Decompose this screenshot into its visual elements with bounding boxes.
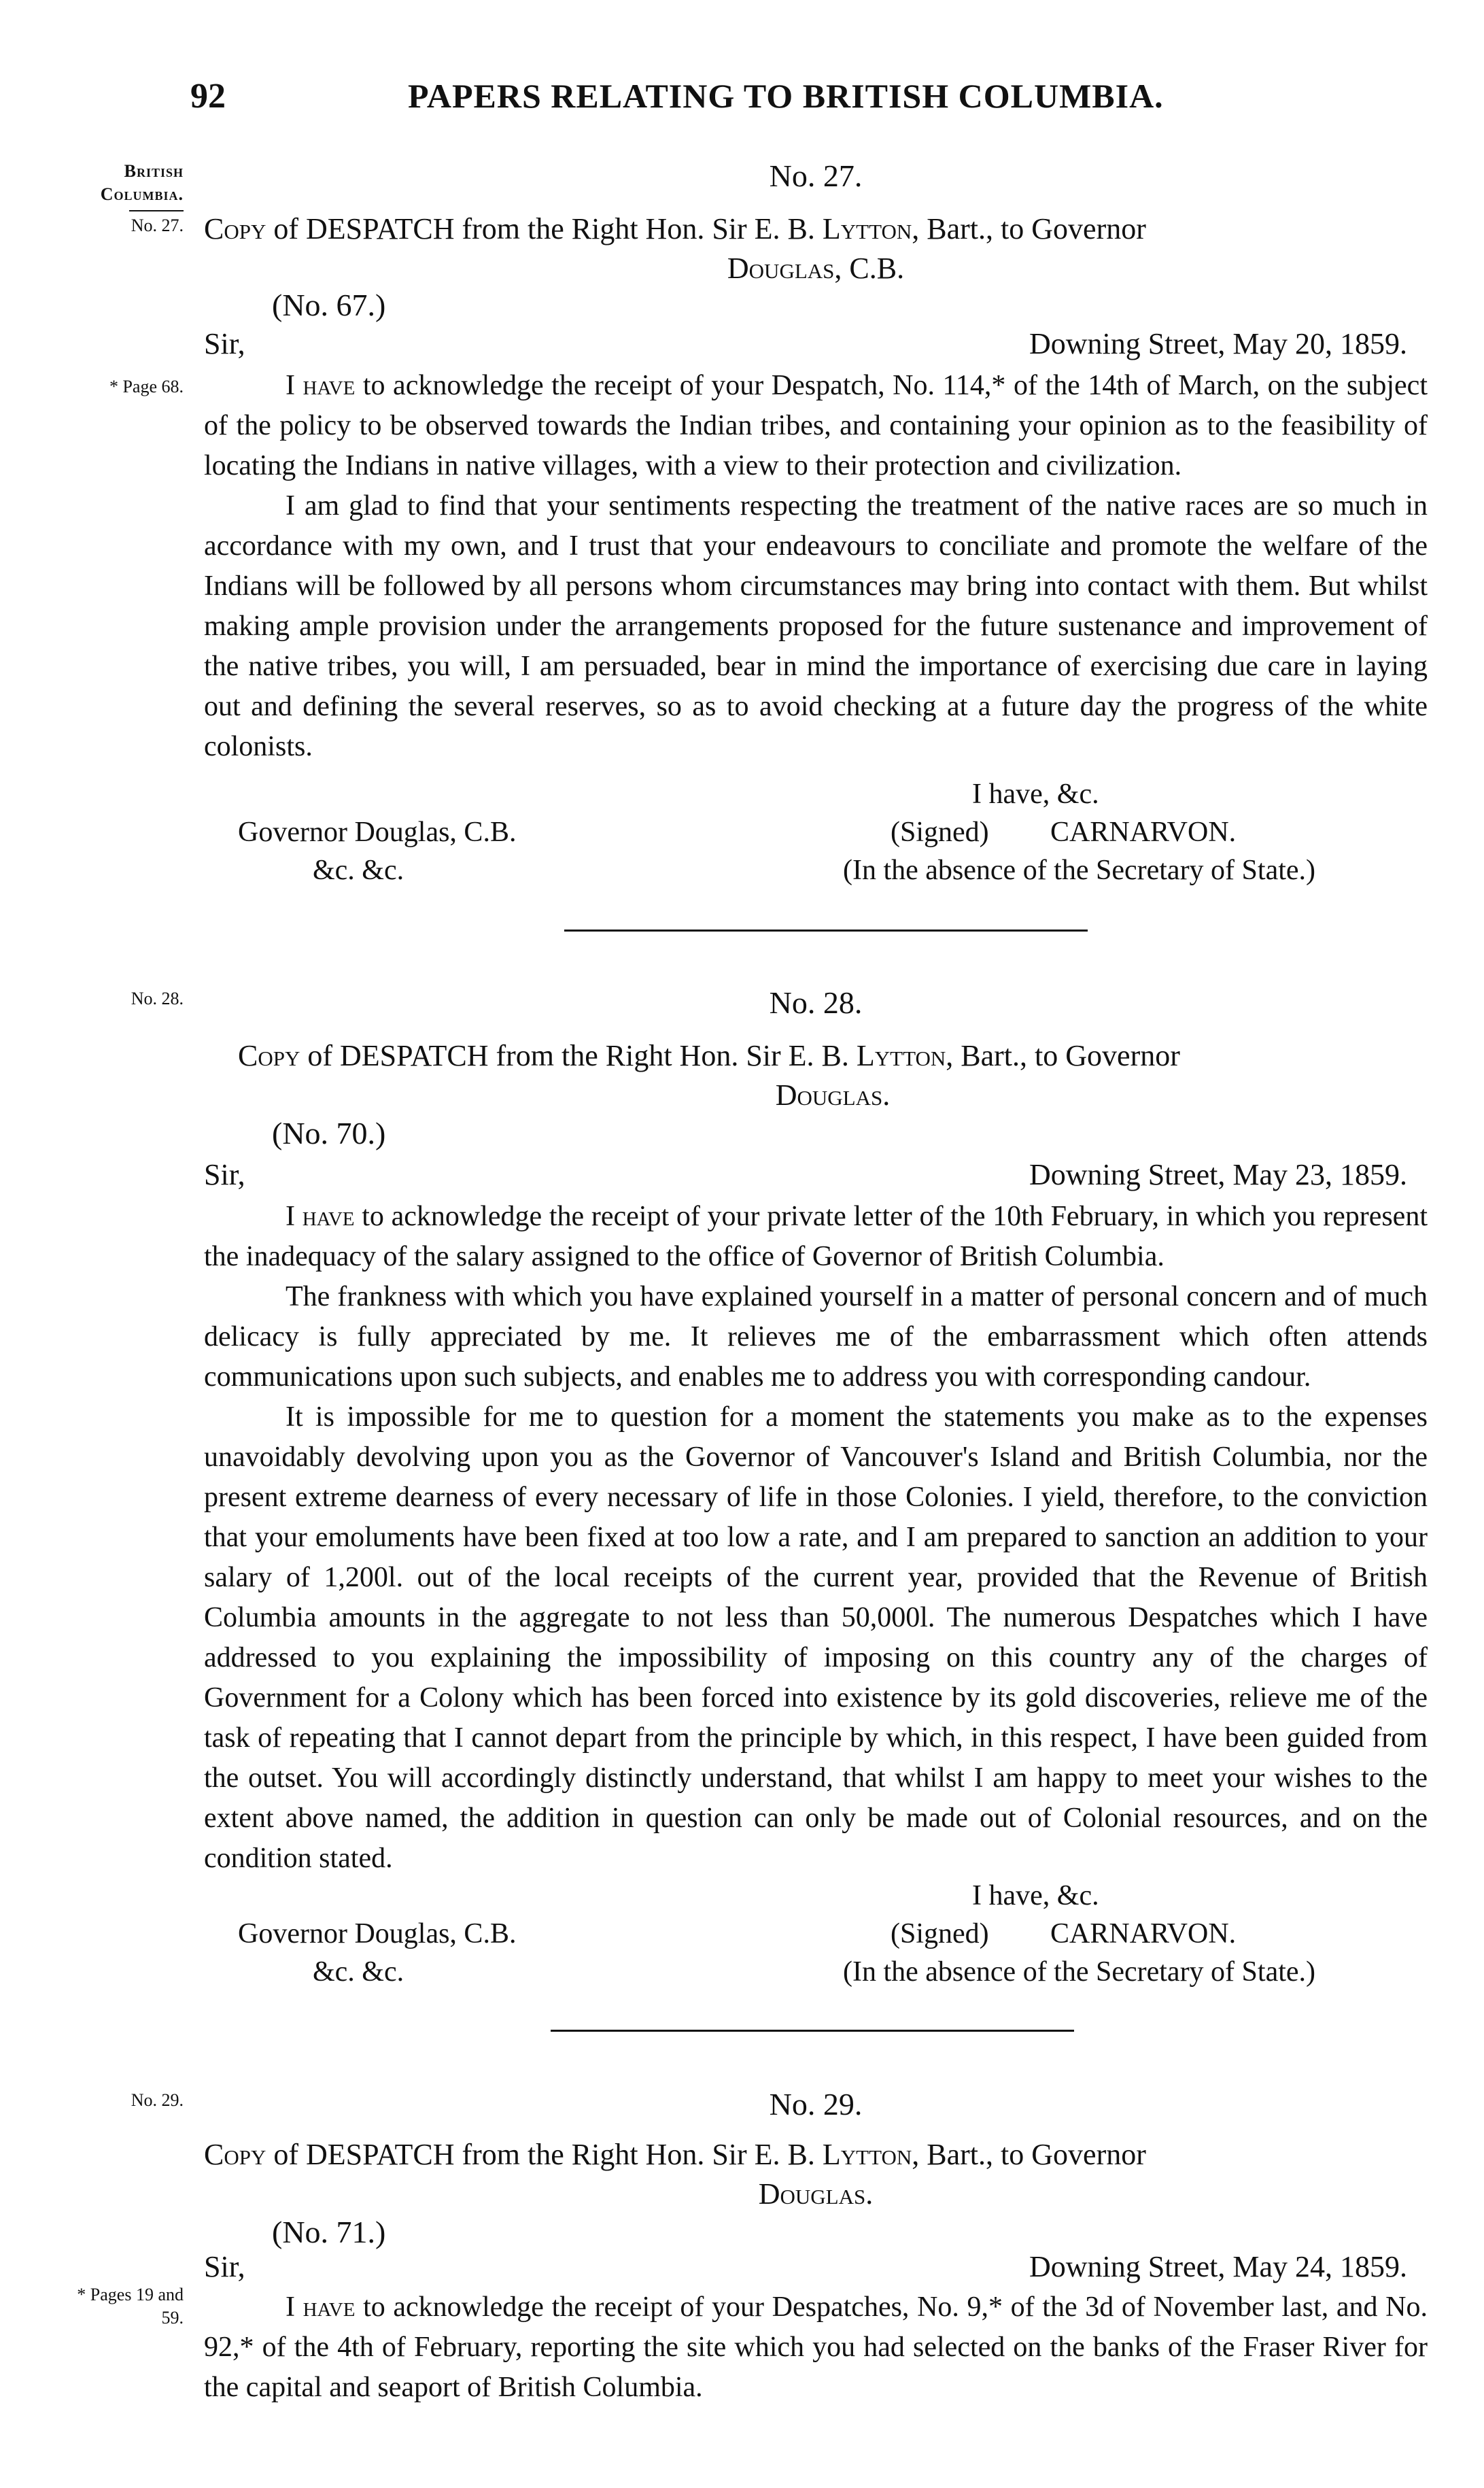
signer: CARNARVON. <box>1050 1918 1237 1949</box>
place-date: Downing Street, May 20, 1859. <box>1029 327 1407 360</box>
margin-columbia: Columbia. <box>100 184 184 204</box>
paragraph: I have to acknowledge the receipt of your Despatch, No. 114,* of the 14th of March, on the subject of the policy to be observed towards the Indian tribes, and containing your opinion as to the feasibility of locating the Indians in native villages, with a view to their protection and civilization. <box>204 370 1428 481</box>
despatch-number: No. 29. <box>769 2087 863 2121</box>
despatch-title-line2: Douglas. <box>758 2177 874 2211</box>
despatch-title: Copy of DESPATCH from the Right Hon. Sir E. B. Lytton, Bart., to Governor Douglas. <box>238 1036 1428 1115</box>
despatch-number: No. 28. <box>769 985 863 1020</box>
despatch-ref: (No. 67.) <box>272 288 386 322</box>
margin-pages-ref <box>41 2283 184 2330</box>
despatch-title: Copy of DESPATCH from the Right Hon. Sir E. B. Lytton, Bart., to Governor Douglas. <box>204 2135 1428 2214</box>
salutation-line <box>204 326 1428 361</box>
running-title: PAPERS RELATING TO BRITISH COLUMBIA. <box>408 77 1164 115</box>
place-date: Downing Street, May 24, 1859. <box>1029 2250 1407 2283</box>
despatch-title-line2: Douglas. <box>775 1078 891 1112</box>
margin-no29: No. 29. <box>131 2090 184 2110</box>
closing: I have, &c. <box>972 779 1099 810</box>
despatch-body <box>204 2287 1428 2408</box>
absence-note: (In the absence of the Secretary of State.) <box>843 1956 1316 1988</box>
etc: &c. &c. <box>313 855 404 886</box>
despatch-title: Copy of DESPATCH from the Right Hon. Sir E. B. Lytton, Bart., to Governor Douglas, C.B. <box>204 209 1428 288</box>
despatch-body <box>204 366 1428 767</box>
signed-label: (Signed) <box>891 1918 989 1949</box>
despatch-ref: (No. 71.) <box>272 2215 386 2249</box>
salutation: Sir, <box>204 2250 245 2283</box>
signer: CARNARVON. <box>1050 817 1237 848</box>
salutation-line <box>204 2249 1428 2284</box>
page-number: 92 <box>190 77 226 116</box>
despatch-number: No. 27. <box>769 158 863 193</box>
absence-note: (In the absence of the Secretary of State.) <box>843 855 1316 886</box>
paragraph: It is impossible for me to question for a moment the statements you make as to the expenses unavoidably devolving upon you as the Governor of Vancouver's Island and British Columbia, nor the present extreme dearness of every necessary of life in those Colonies. I yield, therefore, to the conviction that your emoluments have been fixed at too low a rate, and I am prepared to sanction an addition to your salary of 1,200l. out of the local receipts of the current year, provided that the Revenue of British Columbia amounts in the aggregate to not less than 50,000l. The numerous Despatches which I have addressed to you explaining the impossibility of imposing on this country any of the charges of Government for a Colony which has been forced into existence by its gold discoveries, relieve me of the task of repeating that I cannot depart from the principle by which, in this respect, I have been guided from the outset. You will accordingly distinctly understand, that whilst I am happy to meet your wishes to the extent above named, the addition in question can only be made out of Colonial resources, and on the condition stated. <box>204 1401 1428 1874</box>
place-date: Downing Street, May 23, 1859. <box>1029 1158 1407 1191</box>
margin-pages59: 59. <box>161 2308 184 2328</box>
paragraph: I have to acknowledge the receipt of your Despatches, No. 9,* of the 3d of November last, and No. 92,* of the 4th of February, reporting the site which you had selected on the banks of the Fraser River for the capital and seaport of British Columbia. <box>204 2291 1428 2403</box>
section-divider <box>564 930 1088 932</box>
despatch-title-line2: Douglas, C.B. <box>727 252 905 285</box>
salutation: Sir, <box>204 327 245 360</box>
signed-label: (Signed) <box>891 817 989 848</box>
section-divider <box>551 2030 1074 2032</box>
paragraph: I have to acknowledge the receipt of your private letter of the 10th February, in which you represent the inadequacy of the salary assigned to the office of Governor of British Columbia. <box>204 1201 1428 1272</box>
margin-rule <box>129 210 184 211</box>
paragraph: The frankness with which you have explained yourself in a matter of personal concern and of much delicacy is fully appreciated by me. It relieves me of the embarrassment which often attends communications upon such subjects, and enables me to address you with corresponding candour. <box>204 1281 1428 1393</box>
margin-no28: No. 28. <box>131 989 184 1008</box>
salutation: Sir, <box>204 1158 245 1191</box>
despatch-ref: (No. 70.) <box>272 1116 386 1151</box>
margin-page68: * Page 68. <box>109 377 184 396</box>
paragraph: I am glad to find that your sentiments respecting the treatment of the native races are so much in accordance with my own, and I trust that your endeavours to conciliate and promote the welfare of the Indians will be followed by all persons whom circumstances may bring into contact with them. But whilst making ample provision under the arrangements proposed for the future sustenance and improvement of the native tribes, you will, I am persuaded, bear in mind the importance of exercising due care in laying out and defining the several reserves, so as to avoid checking at a future day the progress of the white colonists. <box>204 490 1428 762</box>
closing: I have, &c. <box>972 1880 1099 1911</box>
margin-british: British <box>124 161 184 181</box>
despatch-body <box>204 1197 1428 1879</box>
margin-pages19: * Pages 19 and <box>77 2285 184 2304</box>
addressee: Governor Douglas, C.B. <box>238 1918 517 1949</box>
margin-no27: No. 27. <box>131 216 184 235</box>
addressee: Governor Douglas, C.B. <box>238 817 517 848</box>
salutation-line <box>204 1157 1428 1192</box>
margin-colony-note <box>41 160 184 237</box>
etc: &c. &c. <box>313 1956 404 1988</box>
